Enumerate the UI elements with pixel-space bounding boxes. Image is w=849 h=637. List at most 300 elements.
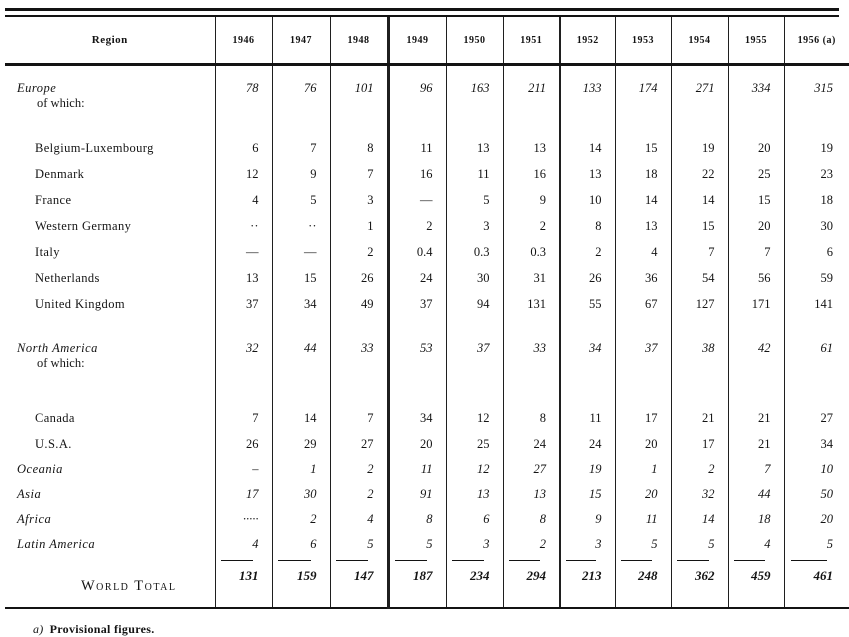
value: 34: [420, 410, 433, 425]
value-cell: [446, 265, 503, 291]
total-separator-rule: [621, 560, 652, 561]
value: —: [246, 244, 259, 259]
value: 163: [470, 81, 490, 95]
value: 23: [820, 166, 833, 181]
value-cell: [560, 532, 615, 557]
value-cell: [503, 265, 560, 291]
value: 9: [539, 192, 546, 207]
table-row: [5, 405, 849, 431]
value-cell: [784, 239, 849, 265]
value: 101: [354, 81, 374, 95]
value-cell: [446, 457, 503, 482]
column-header-year: 1954: [671, 17, 728, 65]
value-cell: [388, 457, 446, 482]
value-cell: [503, 457, 560, 482]
value: 6: [483, 512, 490, 526]
value-cell: [615, 507, 671, 532]
value-cell: [728, 557, 784, 608]
value-cell: [784, 65, 849, 136]
value: 5: [708, 537, 715, 551]
value-cell: [215, 405, 272, 431]
value-cell: [671, 239, 728, 265]
value-cell: [784, 161, 849, 187]
total-separator-rule: [566, 560, 596, 561]
table-row: [5, 557, 849, 608]
value: 24: [420, 270, 433, 285]
value-cell: [272, 187, 330, 213]
region-label: Oceania: [17, 462, 63, 476]
value-cell: [728, 65, 784, 136]
value-cell: [330, 431, 388, 457]
value: 14: [645, 192, 658, 207]
value-cell: [330, 482, 388, 507]
value-cell: [215, 532, 272, 557]
value-cell: [615, 135, 671, 161]
value: 16: [420, 166, 433, 181]
value-cell: [784, 265, 849, 291]
value: 147: [354, 568, 374, 583]
table-row: [5, 135, 849, 161]
value-cell: [615, 405, 671, 431]
value-cell: [215, 482, 272, 507]
value-cell: [503, 532, 560, 557]
value-cell: [560, 213, 615, 239]
region-cell: [5, 161, 215, 187]
total-separator-rule: [336, 560, 368, 561]
value-cell: [330, 405, 388, 431]
value: 1: [651, 462, 658, 476]
value-cell: [330, 317, 388, 405]
value-cell: [388, 431, 446, 457]
value: 8: [539, 410, 546, 425]
value: 17: [702, 436, 715, 451]
value-cell: [560, 317, 615, 405]
value-cell: [503, 135, 560, 161]
value-cell: [215, 431, 272, 457]
value: 5: [426, 537, 433, 551]
table-row: [5, 265, 849, 291]
value-cell: [388, 65, 446, 136]
value: 2: [595, 244, 602, 259]
value-cell: [272, 265, 330, 291]
value: 7: [764, 244, 771, 259]
value: 5: [310, 192, 317, 207]
value: 15: [758, 192, 771, 207]
value: 91: [420, 487, 433, 501]
total-separator-rule: [452, 560, 484, 561]
value: 7: [252, 410, 259, 425]
value: 7: [764, 462, 771, 476]
value: 15: [702, 218, 715, 233]
value: 34: [304, 296, 317, 311]
value-cell: [446, 187, 503, 213]
value: 131: [527, 296, 546, 311]
value: 38: [702, 341, 715, 355]
value-cell: [560, 482, 615, 507]
value: 0.4: [416, 244, 433, 259]
value: 21: [702, 410, 715, 425]
value: 76: [304, 81, 317, 95]
value-cell: [671, 65, 728, 136]
value: 9: [595, 512, 602, 526]
value-cell: [446, 431, 503, 457]
value-cell: [615, 532, 671, 557]
value-cell: [671, 482, 728, 507]
value: 20: [645, 487, 658, 501]
value-cell: [388, 213, 446, 239]
column-header-year: 1955: [728, 17, 784, 65]
value: 5: [483, 192, 490, 207]
value: 14: [702, 512, 715, 526]
region-label: World Total: [81, 577, 177, 594]
value: 127: [695, 296, 715, 311]
region-sublabel: of which:: [37, 356, 85, 370]
value-cell: [446, 482, 503, 507]
value-cell: [728, 317, 784, 405]
value: 6: [826, 244, 833, 259]
value: 21: [758, 436, 771, 451]
value-cell: [671, 213, 728, 239]
value-cell: [728, 291, 784, 317]
region-label: Europe: [17, 81, 57, 95]
region-sublabel: of which:: [37, 96, 85, 110]
value: 315: [814, 81, 833, 95]
region-label: United Kingdom: [35, 296, 125, 311]
value: 2: [426, 218, 433, 233]
value: 12: [477, 462, 490, 476]
value-cell: [671, 507, 728, 532]
value: 14: [304, 410, 317, 425]
value-cell: [215, 557, 272, 608]
region-cell: [5, 239, 215, 265]
value: 7: [367, 410, 374, 425]
value-cell: [388, 317, 446, 405]
value: 26: [361, 270, 374, 285]
value: 12: [246, 166, 259, 181]
value: 49: [361, 296, 374, 311]
value-cell: [330, 187, 388, 213]
column-header-year: 1950: [446, 17, 503, 65]
value: 7: [310, 140, 317, 155]
value-cell: [388, 507, 446, 532]
value-cell: [503, 213, 560, 239]
value-cell: [215, 457, 272, 482]
total-separator-rule: [221, 560, 253, 561]
value-cell: [728, 265, 784, 291]
value-cell: [446, 161, 503, 187]
value: 17: [645, 410, 658, 425]
value-cell: [388, 532, 446, 557]
value: 33: [361, 341, 374, 355]
value-cell: [671, 135, 728, 161]
value-cell: [446, 135, 503, 161]
value-cell: [330, 213, 388, 239]
value-cell: [728, 405, 784, 431]
value-cell: [446, 317, 503, 405]
value: 18: [820, 192, 833, 207]
value-cell: [671, 457, 728, 482]
value: 11: [589, 410, 602, 425]
region-cell: [5, 291, 215, 317]
region-label: Canada: [35, 410, 75, 425]
value-cell: [330, 457, 388, 482]
column-header-year: 1948: [330, 17, 388, 65]
value-cell: [671, 532, 728, 557]
region-cell: [5, 457, 215, 482]
value: 55: [589, 296, 602, 311]
value-cell: [388, 265, 446, 291]
column-header-region: Region: [5, 17, 215, 65]
value-cell: [503, 431, 560, 457]
region-label: Latin America: [17, 537, 96, 551]
value: —: [304, 244, 317, 259]
value-cell: [215, 187, 272, 213]
value: 1: [310, 462, 317, 476]
value-cell: [784, 431, 849, 457]
footnote-text: Provisional figures.: [49, 622, 155, 636]
table-row: [5, 161, 849, 187]
value: 42: [758, 341, 771, 355]
column-header-year: 1951: [503, 17, 560, 65]
value: 78: [246, 81, 259, 95]
table-row: [5, 431, 849, 457]
value: 7: [367, 166, 374, 181]
value: 13: [533, 140, 546, 155]
value-cell: [330, 265, 388, 291]
value: 24: [589, 436, 602, 451]
value-cell: [215, 213, 272, 239]
value-cell: [560, 405, 615, 431]
value: 44: [304, 341, 317, 355]
region-label: Netherlands: [35, 270, 100, 285]
value-cell: [503, 161, 560, 187]
value: 37: [477, 341, 490, 355]
value: 294: [526, 568, 546, 583]
table-row: [5, 532, 849, 557]
value-cell: [330, 291, 388, 317]
total-separator-rule: [677, 560, 709, 561]
value: 2: [367, 462, 374, 476]
value: 20: [758, 140, 771, 155]
value: 61: [820, 341, 833, 355]
value: 27: [361, 436, 374, 451]
value-cell: [560, 187, 615, 213]
value-cell: [272, 532, 330, 557]
total-separator-rule: [734, 560, 765, 561]
value-cell: [784, 291, 849, 317]
value: 14: [589, 140, 602, 155]
value: 10: [589, 192, 602, 207]
value-cell: [215, 161, 272, 187]
region-cell: [5, 532, 215, 557]
footnote: [33, 622, 839, 637]
value: 4: [252, 537, 259, 551]
value-cell: [272, 482, 330, 507]
value: 19: [820, 140, 833, 155]
value-cell: [446, 557, 503, 608]
value-cell: [503, 239, 560, 265]
value-cell: [615, 557, 671, 608]
value: 3: [367, 192, 374, 207]
value: 141: [814, 296, 833, 311]
value-cell: [560, 507, 615, 532]
value: 34: [589, 341, 602, 355]
region-cell: [5, 187, 215, 213]
value-cell: [215, 135, 272, 161]
value: 6: [310, 537, 317, 551]
value: 26: [246, 436, 259, 451]
region-cell: [5, 213, 215, 239]
value: 20: [820, 512, 833, 526]
value: 25: [477, 436, 490, 451]
value: 2: [310, 512, 317, 526]
value-cell: [272, 507, 330, 532]
table-row: [5, 213, 849, 239]
value-cell: [671, 557, 728, 608]
value-cell: [388, 482, 446, 507]
value-cell: [615, 431, 671, 457]
value-cell: [503, 405, 560, 431]
value: 13: [589, 166, 602, 181]
value: 0.3: [530, 244, 546, 259]
value-cell: [503, 557, 560, 608]
value: 171: [751, 296, 771, 311]
value: 13: [477, 140, 490, 155]
value: 11: [420, 140, 433, 155]
value: 5: [651, 537, 658, 551]
value: 32: [246, 341, 259, 355]
value-cell: [784, 213, 849, 239]
value: 211: [528, 81, 546, 95]
value: 19: [702, 140, 715, 155]
value: 25: [758, 166, 771, 181]
column-header-year: 1946: [215, 17, 272, 65]
value-cell: [388, 161, 446, 187]
value: 13: [477, 487, 490, 501]
value-cell: [560, 291, 615, 317]
value-cell: [728, 135, 784, 161]
table-row: [5, 482, 849, 507]
value-cell: [615, 457, 671, 482]
value: 2: [539, 218, 546, 233]
value-cell: [671, 265, 728, 291]
value-cell: [330, 557, 388, 608]
value-cell: [503, 65, 560, 136]
value: 18: [645, 166, 658, 181]
value: 2: [367, 244, 374, 259]
value: 13: [533, 487, 546, 501]
value-cell: [560, 265, 615, 291]
region-label: Belgium-Luxembourg: [35, 140, 154, 155]
value: 20: [420, 436, 433, 451]
region-cell: [5, 317, 215, 405]
value: 33: [533, 341, 546, 355]
region-cell: [5, 405, 215, 431]
value-cell: [330, 135, 388, 161]
value: 59: [820, 270, 833, 285]
value: 30: [304, 487, 317, 501]
value: –: [252, 462, 259, 476]
value-cell: [388, 239, 446, 265]
value-cell: [615, 265, 671, 291]
value: 459: [751, 568, 771, 583]
value-cell: [784, 405, 849, 431]
value-cell: [728, 457, 784, 482]
value-cell: [784, 557, 849, 608]
region-label: Denmark: [35, 166, 85, 181]
value-cell: [446, 65, 503, 136]
value-cell: [503, 507, 560, 532]
value: 213: [582, 568, 602, 583]
region-cell: [5, 431, 215, 457]
value-cell: [446, 405, 503, 431]
value: 32: [702, 487, 715, 501]
value: 5: [826, 537, 833, 551]
table-row: [5, 239, 849, 265]
value-cell: [215, 317, 272, 405]
value: 20: [758, 218, 771, 233]
value: 10: [820, 462, 833, 476]
value-cell: [330, 532, 388, 557]
region-label: Italy: [35, 244, 60, 259]
value: 15: [304, 270, 317, 285]
value-cell: [784, 532, 849, 557]
value-cell: [615, 65, 671, 136]
value: 20: [645, 436, 658, 451]
value: 9: [310, 166, 317, 181]
value: 37: [246, 296, 259, 311]
value-cell: [503, 482, 560, 507]
value-cell: [728, 239, 784, 265]
value: 50: [820, 487, 833, 501]
value-cell: [272, 405, 330, 431]
value: ··: [250, 218, 259, 233]
value-cell: [446, 291, 503, 317]
total-separator-rule: [791, 560, 827, 561]
value: 0.3: [473, 244, 490, 259]
region-label: France: [35, 192, 72, 207]
value: 461: [813, 568, 833, 583]
value-cell: [215, 291, 272, 317]
value: 22: [702, 166, 715, 181]
value: 8: [426, 512, 433, 526]
value-cell: [272, 457, 330, 482]
value: 4: [252, 192, 259, 207]
region-cell: [5, 482, 215, 507]
value-cell: [784, 317, 849, 405]
value-cell: [272, 291, 330, 317]
value: 54: [702, 270, 715, 285]
value-cell: [560, 557, 615, 608]
value-cell: [560, 161, 615, 187]
value: 271: [695, 81, 715, 95]
value: 16: [533, 166, 546, 181]
value-cell: [330, 239, 388, 265]
value-cell: [503, 317, 560, 405]
value: 17: [246, 487, 259, 501]
value-cell: [272, 213, 330, 239]
region-label: North America: [17, 341, 98, 355]
value: 3: [483, 218, 490, 233]
value-cell: [388, 291, 446, 317]
value-cell: [615, 239, 671, 265]
value: 94: [477, 296, 490, 311]
value: 2: [708, 462, 715, 476]
total-separator-rule: [395, 560, 427, 561]
value-cell: [671, 291, 728, 317]
value-cell: [784, 482, 849, 507]
value-cell: [272, 65, 330, 136]
